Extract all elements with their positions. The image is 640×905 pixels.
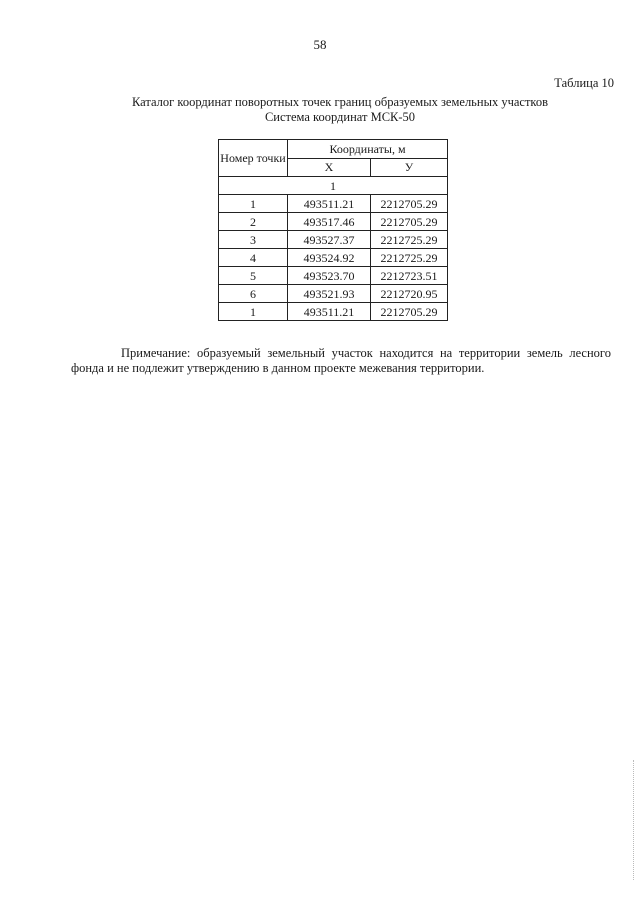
table-section-row <box>219 177 448 195</box>
section-label: 1 <box>219 177 448 195</box>
cell-point: 5 <box>219 267 288 285</box>
table-row <box>219 303 448 321</box>
cell-point: 4 <box>219 249 288 267</box>
note-paragraph: Примечание: образуемый земельный участок находится на территории земель лесного фонда и не подлежит утверждению в данном проекте межевания территории. <box>71 346 611 375</box>
table-row <box>219 267 448 285</box>
table-row <box>219 213 448 231</box>
cell-x: 493527.37 <box>288 231 371 249</box>
cell-x: 493523.70 <box>288 267 371 285</box>
table-row <box>219 285 448 303</box>
cell-x: 493517.46 <box>288 213 371 231</box>
cell-y: 2212723.51 <box>371 267 448 285</box>
cell-y: 2212725.29 <box>371 231 448 249</box>
table-header-row <box>219 140 448 159</box>
coordinates-table <box>218 139 448 321</box>
table-row <box>219 231 448 249</box>
page-number: 58 <box>313 37 327 52</box>
scan-margin-artifact <box>632 760 634 880</box>
cell-y: 2212705.29 <box>371 195 448 213</box>
header-y: У <box>371 158 448 177</box>
caption-coordinate-system: Система координат МСК-50 <box>264 110 416 124</box>
cell-point: 1 <box>219 303 288 321</box>
cell-point: 3 <box>219 231 288 249</box>
cell-y: 2212705.29 <box>371 303 448 321</box>
header-coordinates: Координаты, м <box>288 140 448 159</box>
cell-y: 2212705.29 <box>371 213 448 231</box>
cell-point: 2 <box>219 213 288 231</box>
table-caption <box>0 95 640 125</box>
cell-point: 6 <box>219 285 288 303</box>
cell-x: 493511.21 <box>288 195 371 213</box>
cell-x: 493521.93 <box>288 285 371 303</box>
cell-x: 493511.21 <box>288 303 371 321</box>
cell-y: 2212720.95 <box>371 285 448 303</box>
cell-y: 2212725.29 <box>371 249 448 267</box>
table-label: Таблица 10 <box>554 76 614 90</box>
cell-point: 1 <box>219 195 288 213</box>
header-x: X <box>288 158 371 177</box>
cell-x: 493524.92 <box>288 249 371 267</box>
caption-title: Каталог координат поворотных точек границ образуемых земельных участков <box>131 95 549 109</box>
header-point-number: Номер точки <box>219 140 288 177</box>
table-row <box>219 249 448 267</box>
table-row <box>219 195 448 213</box>
